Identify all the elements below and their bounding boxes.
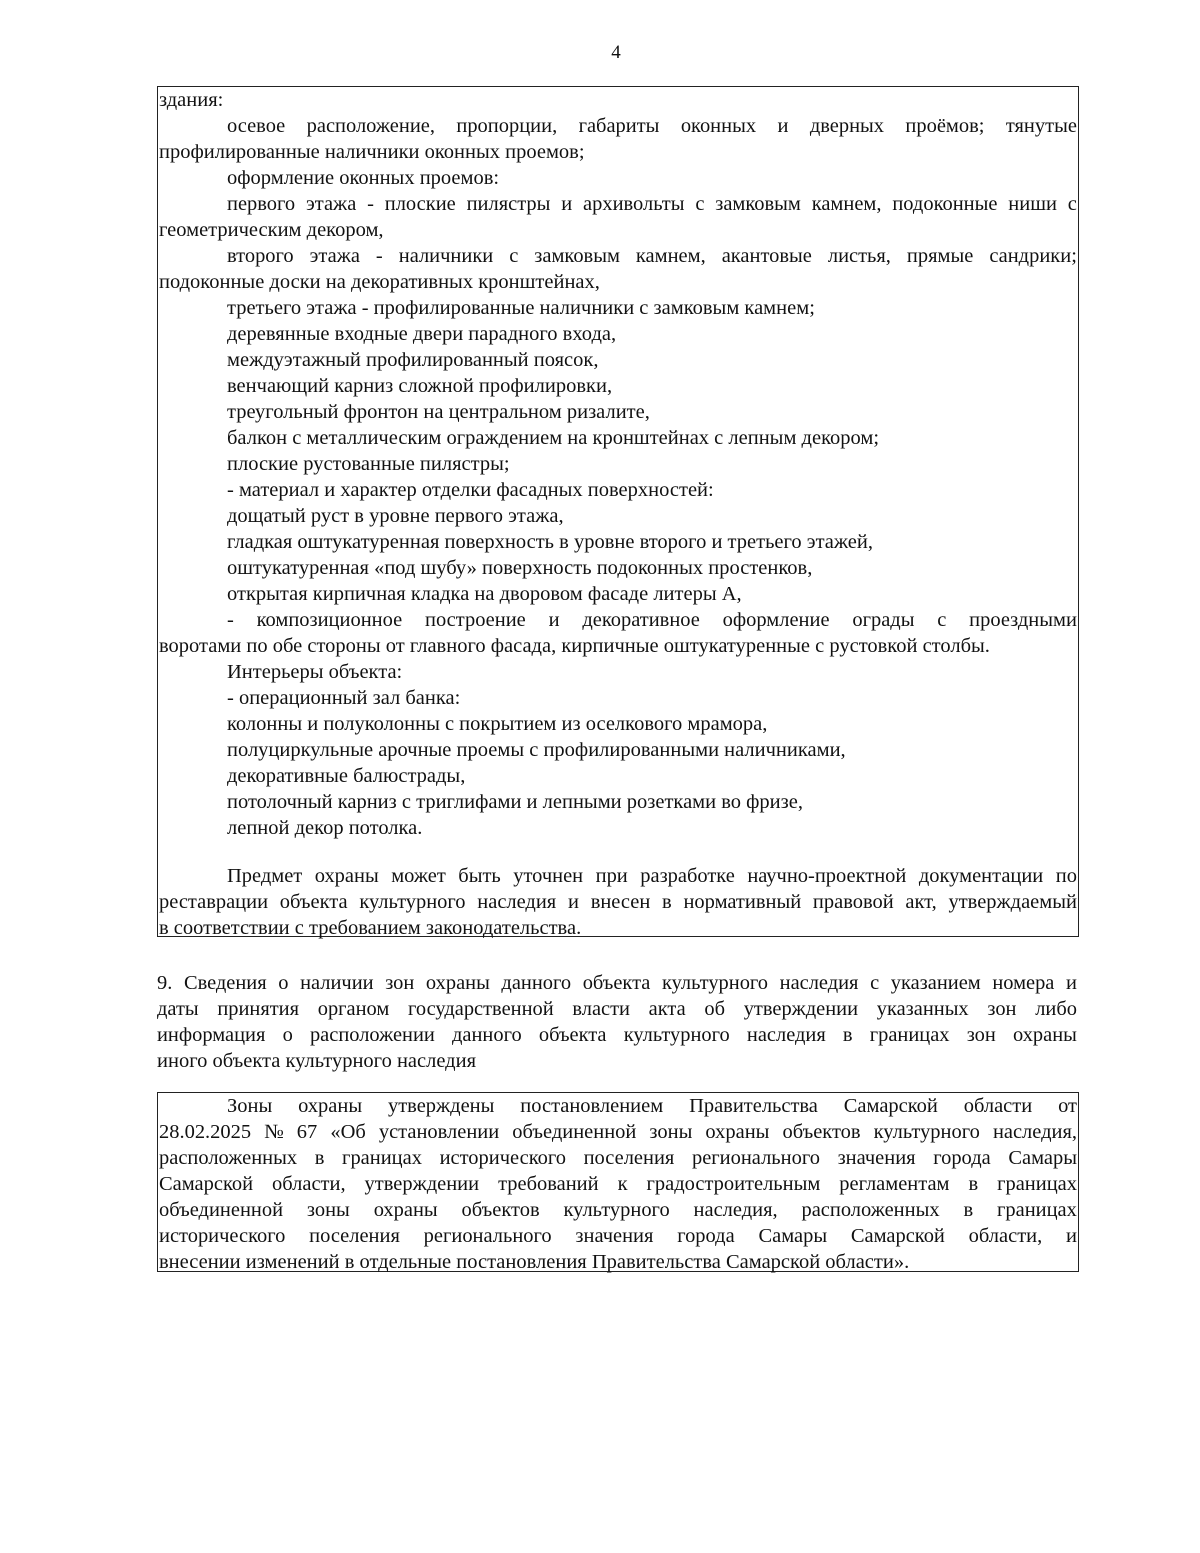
text-line: осевое расположение, пропорции, габариты оконных и дверных проёмов; тянутые: [227, 115, 1077, 137]
page-number: 4: [611, 42, 621, 63]
text-line: Предмет охраны может быть уточнен при разработке научно-проектной документации по: [227, 865, 1077, 887]
text-line: реставрации объекта культурного наследия и внесен в нормативный правовой акт, утверждаемый: [159, 891, 1077, 913]
text-line: - операционный зал банка:: [227, 687, 461, 709]
text-line: иного объекта культурного наследия: [157, 1050, 477, 1072]
text-line: расположенных в границах исторического поселения регионального значения города Самары: [159, 1147, 1077, 1169]
text-line: плоские рустованные пилястры;: [227, 453, 510, 475]
text-line: - материал и характер отделки фасадных поверхностей:: [227, 479, 714, 501]
text-line: венчающий карниз сложной профилировки,: [227, 375, 613, 397]
text-line: оформление оконных проемов:: [227, 167, 500, 189]
text-line: объединенной зоны охраны объектов культурного наследия, расположенных в границах: [159, 1199, 1077, 1221]
text-line: профилированные наличники оконных проемов;: [159, 141, 585, 163]
text-line: гладкая оштукатуренная поверхность в уровне второго и третьего этажей,: [227, 531, 873, 553]
text-line: даты принятия органом государственной власти акта об утверждении указанных зон либо: [157, 998, 1077, 1020]
text-line: внесении изменений в отдельные постановления Правительства Самарской области».: [159, 1251, 910, 1273]
text-line: подоконные доски на декоративных кронштейнах,: [159, 271, 600, 293]
text-line: потолочный карниз с триглифами и лепными розетками во фризе,: [227, 791, 803, 813]
text-line: здания:: [159, 89, 224, 111]
text-line: 28.02.2025 № 67 «Об установлении объединенной зоны охраны объектов культурного наследия,: [159, 1121, 1077, 1143]
text-line: открытая кирпичная кладка на дворовом фасаде литеры А,: [227, 583, 742, 605]
text-line: первого этажа - плоские пилястры и архивольты с замковым камнем, подоконные ниши с: [227, 193, 1077, 215]
text-line: второго этажа - наличники с замковым камнем, акантовые листья, прямые сандрики;: [227, 245, 1077, 267]
text-line: информация о расположении данного объекта культурного наследия в границах зон охраны: [157, 1024, 1077, 1046]
text-line: лепной декор потолка.: [227, 817, 423, 839]
protection-zones-box: [157, 1092, 1079, 1272]
text-line: полуциркульные арочные проемы с профилированными наличниками,: [227, 739, 846, 761]
protection-subject-box: [157, 86, 1079, 937]
text-line: Зоны охраны утверждены постановлением Правительства Самарской области от: [227, 1095, 1077, 1117]
text-line: оштукатуренная «под шубу» поверхность подоконных простенков,: [227, 557, 813, 579]
text-line: декоративные балюстрады,: [227, 765, 466, 787]
text-line: Интерьеры объекта:: [227, 661, 403, 683]
text-line: междуэтажный профилированный поясок,: [227, 349, 599, 371]
text-line: - композиционное построение и декоративное оформление ограды с проездными: [227, 609, 1077, 631]
text-line: третьего этажа - профилированные наличники с замковым камнем;: [227, 297, 815, 319]
text-line: треугольный фронтон на центральном ризалите,: [227, 401, 650, 423]
text-line: в соответствии с требованием законодательства.: [159, 917, 582, 939]
text-line: воротами по обе стороны от главного фасада, кирпичные оштукатуренные с рустовкой столбы.: [159, 635, 990, 657]
text-line: балкон с металлическим ограждением на кронштейнах с лепным декором;: [227, 427, 880, 449]
text-line: деревянные входные двери парадного входа,: [227, 323, 617, 345]
text-line: исторического поселения регионального значения города Самары Самарской области, и: [159, 1225, 1077, 1247]
text-line: дощатый руст в уровне первого этажа,: [227, 505, 564, 527]
text-line: геометрическим декором,: [159, 219, 384, 241]
text-line: Самарской области, утверждении требований к градостроительным регламентам в границах: [159, 1173, 1077, 1195]
text-line: колонны и полуколонны с покрытием из оселкового мрамора,: [227, 713, 768, 735]
text-line: 9. Сведения о наличии зон охраны данного объекта культурного наследия с указанием номера и: [157, 972, 1077, 994]
